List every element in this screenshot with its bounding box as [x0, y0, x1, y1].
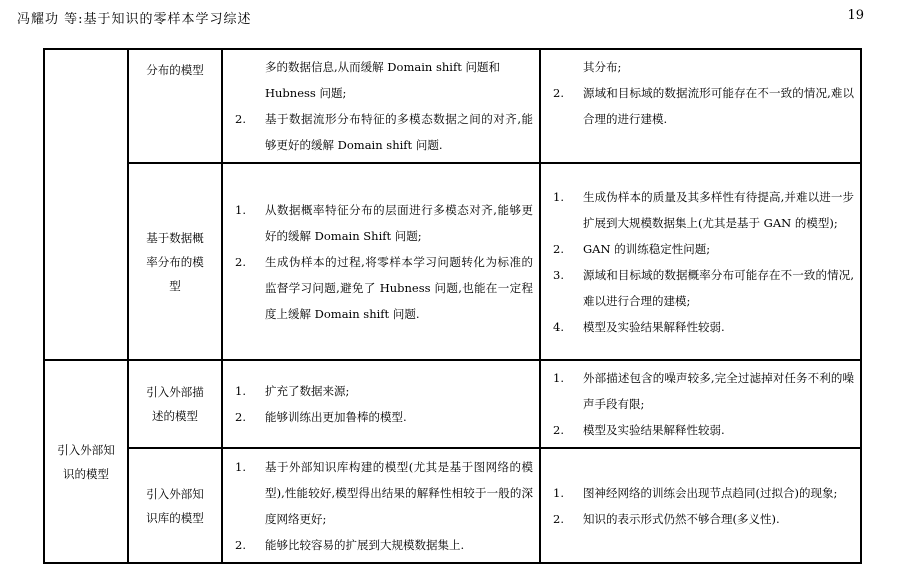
cons-continued: 其分布;	[583, 60, 622, 74]
list-item: 1. 从数据概率特征分布的层面进行多模态对齐,能够更好的缓解 Domain Shift 问题;	[235, 202, 533, 243]
pros-cell	[222, 49, 540, 163]
pros-continued: 多的数据信息,从而缓解 Domain shift 问题和 Hubness 问题;	[265, 60, 500, 100]
method-cell: 基于数据概率分布的模型	[128, 163, 222, 360]
list-item: 2. 模型及实验结果解释性较弱.	[553, 423, 725, 437]
category-cell: 引入外部知识的模型	[44, 360, 128, 563]
table-row	[44, 360, 861, 448]
list-item: 1. 基于外部知识库构建的模型(尤其是基于图网络的模型),性能较好,模型得出结果的解释性相较于一般的深度网络更好;	[235, 459, 533, 526]
list-item: 1. 外部描述包含的噪声较多,完全过滤掉对任务不利的噪声手段有限;	[553, 371, 854, 411]
list-item: 2. 能够比较容易的扩展到大规模数据集上.	[235, 537, 465, 552]
running-header: 冯耀功 等:基于知识的零样本学习综述	[17, 12, 252, 27]
page-number: 19	[847, 8, 864, 23]
cons-cell	[540, 49, 861, 163]
table-row	[44, 163, 861, 360]
category-cell-empty	[44, 49, 128, 360]
pros-cell	[222, 163, 540, 360]
list-item: 3. 源域和目标域的数据概率分布可能存在不一致的情况,难以进行合理的建模;	[553, 267, 854, 308]
list-item: 2. 源域和目标域的数据流形可能存在不一致的情况,难以合理的进行建模.	[553, 86, 854, 126]
list-item: 2. 知识的表示形式仍然不够合理(多义性).	[553, 511, 780, 526]
method-cell: 引入外部描述的模型	[128, 360, 222, 448]
cons-cell	[540, 448, 861, 563]
list-item: 2. GAN 的训练稳定性问题;	[553, 241, 711, 256]
table-row	[44, 49, 861, 163]
list-item: 2. 基于数据流形分布特征的多模态数据之间的对齐,能够更好的缓解 Domain shift 问题.	[235, 112, 533, 152]
cons-cell	[540, 163, 861, 360]
list-item: 2. 能够训练出更加鲁棒的模型.	[235, 410, 407, 424]
comparison-table	[43, 48, 862, 564]
list-item: 1. 图神经网络的训练会出现节点趋同(过拟合)的现象;	[553, 485, 838, 500]
pros-cell	[222, 360, 540, 448]
method-cell: 引入外部知识库的模型	[128, 448, 222, 563]
cons-cell	[540, 360, 861, 448]
list-item: 1. 扩充了数据来源;	[235, 384, 350, 398]
pros-cell	[222, 448, 540, 563]
list-item: 2. 生成伪样本的过程,将零样本学习问题转化为标准的监督学习问题,避免了 Hubness 问题,也能在一定程度上缓解 Domain shift 问题.	[235, 254, 533, 321]
table-row	[44, 448, 861, 563]
list-item: 4. 模型及实验结果解释性较弱.	[553, 319, 725, 334]
method-cell: 分布的模型	[128, 49, 222, 163]
list-item: 1. 生成伪样本的质量及其多样性有待提高,并难以进一步扩展到大规模数据集上(尤其是基于 GAN 的模型);	[553, 189, 854, 230]
